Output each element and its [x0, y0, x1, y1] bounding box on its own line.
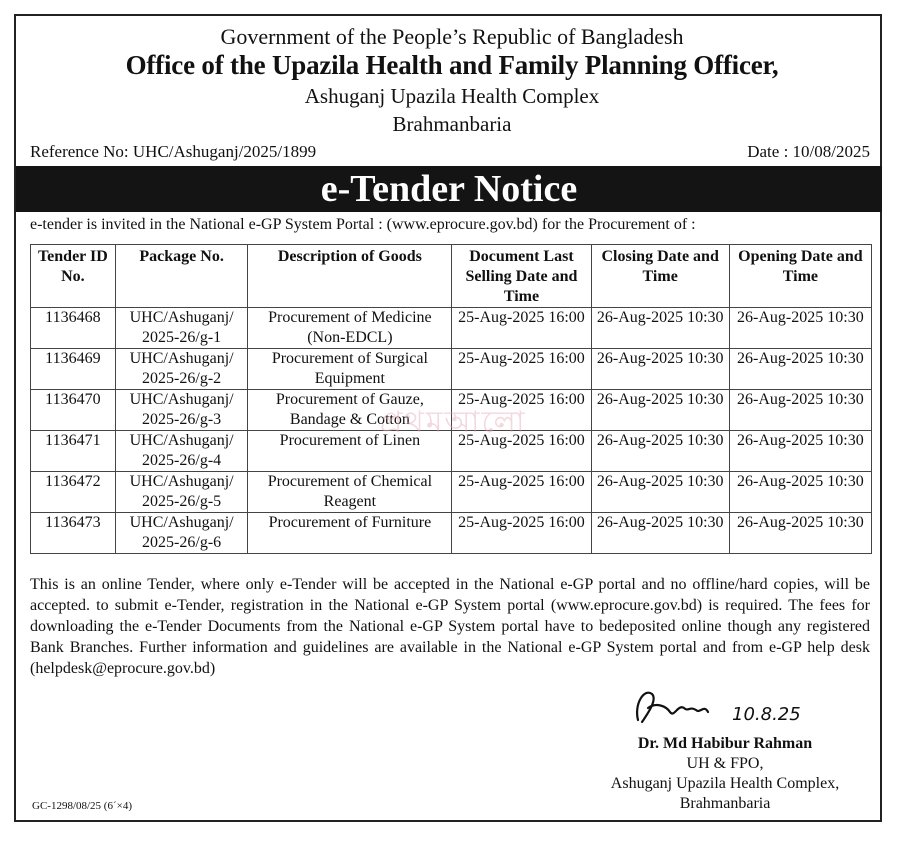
notice-date: Date : 10/08/2025 — [747, 142, 870, 161]
cell-package: UHC/Ashuganj/ 2025-26/g-5 — [115, 472, 248, 513]
notice-title-banner: e-Tender Notice — [16, 166, 882, 212]
newspaper-watermark: প্রথমআলো — [380, 405, 527, 440]
cell-selling: 25-Aug-2025 16:00 — [452, 431, 591, 472]
header-district: Brahmanbaria — [392, 112, 512, 136]
cell-description: Procurement of Surgical Equipment — [248, 349, 452, 390]
cell-selling: 25-Aug-2025 16:00 — [452, 390, 591, 431]
cell-description: Procurement of Furniture — [248, 513, 452, 554]
cell-opening: 26-Aug-2025 10:30 — [729, 308, 871, 349]
cell-description: Procurement of Linen — [248, 431, 452, 472]
intro-text: e-tender is invited in the National e-GP System Portal : (www.eprocure.gov.bd) for the Procurement of : — [30, 216, 696, 233]
col-selling-date: Document Last Selling Date and Time — [452, 245, 591, 308]
cell-closing: 26-Aug-2025 10:30 — [591, 472, 729, 513]
cell-tender-id: 1136470 — [31, 390, 116, 431]
cell-package: UHC/Ashuganj/ 2025-26/g-1 — [115, 308, 248, 349]
header-office: Office of the Upazila Health and Family Planning Officer, — [125, 50, 779, 80]
col-description: Description of Goods — [248, 245, 452, 308]
cell-selling: 25-Aug-2025 16:00 — [452, 472, 591, 513]
cell-closing: 26-Aug-2025 10:30 — [591, 431, 729, 472]
cell-selling: 25-Aug-2025 16:00 — [452, 349, 591, 390]
signature-date: 10.8.25 — [732, 704, 801, 725]
cell-opening: 26-Aug-2025 10:30 — [729, 349, 871, 390]
signatory-block — [580, 734, 870, 814]
cell-tender-id: 1136469 — [31, 349, 116, 390]
footer-code: GC-1298/08/25 (6´×4) — [32, 800, 132, 812]
signatory-office: Ashuganj Upazila Health Complex, — [610, 775, 840, 792]
cell-opening: 26-Aug-2025 10:30 — [729, 431, 871, 472]
cell-tender-id: 1136468 — [31, 308, 116, 349]
cell-closing: 26-Aug-2025 10:30 — [591, 308, 729, 349]
cell-opening: 26-Aug-2025 10:30 — [729, 390, 871, 431]
signatory-name: Dr. Md Habibur Rahman — [637, 735, 813, 752]
table-row — [31, 472, 872, 513]
cell-closing: 26-Aug-2025 10:30 — [591, 349, 729, 390]
cell-description: Procurement of Chemical Reagent — [248, 472, 452, 513]
col-tender-id: Tender ID No. — [31, 245, 116, 308]
table-header-row — [31, 245, 872, 308]
cell-selling: 25-Aug-2025 16:00 — [452, 308, 591, 349]
cell-package: UHC/Ashuganj/ 2025-26/g-4 — [115, 431, 248, 472]
cell-package: UHC/Ashuganj/ 2025-26/g-2 — [115, 349, 248, 390]
col-package-no: Package No. — [115, 245, 248, 308]
cell-description: Procurement of Medicine (Non-EDCL) — [248, 308, 452, 349]
header-complex: Ashuganj Upazila Health Complex — [304, 84, 600, 108]
col-closing-date: Closing Date and Time — [591, 245, 729, 308]
cell-package: UHC/Ashuganj/ 2025-26/g-6 — [115, 513, 248, 554]
instructions-paragraph: This is an online Tender, where only e-Tender will be accepted in the National e-GP portal and no offline/hard copies, will be accepted. to submit e-Tender, registration in the National e-GP System portal (www.eprocure.gov.bd) is required. The fees for downloading the e-Tender Documents from the National e-GP System portal have to bedeposited online though any registered Bank Branches. Further information and guidelines are available in the National e-GP System portal and from e-GP help desk (helpdesk@eprocure.gov.bd) — [30, 576, 870, 677]
cell-package: UHC/Ashuganj/ 2025-26/g-3 — [115, 390, 248, 431]
signatory-title: UH & FPO, — [686, 755, 764, 772]
cell-description: Procurement of Gauze, Bandage & Cotton — [248, 390, 452, 431]
cell-closing: 26-Aug-2025 10:30 — [591, 513, 729, 554]
cell-closing: 26-Aug-2025 10:30 — [591, 390, 729, 431]
signatory-place: Brahmanbaria — [679, 795, 771, 812]
table-row — [31, 308, 872, 349]
handwritten-signature — [630, 682, 830, 730]
table-row — [31, 513, 872, 554]
cell-selling: 25-Aug-2025 16:00 — [452, 513, 591, 554]
cell-opening: 26-Aug-2025 10:30 — [729, 513, 871, 554]
cell-tender-id: 1136472 — [31, 472, 116, 513]
header-government: Government of the People’s Republic of Bangladesh — [220, 24, 684, 49]
col-opening-date: Opening Date and Time — [729, 245, 871, 308]
table-row — [31, 349, 872, 390]
cell-tender-id: 1136471 — [31, 431, 116, 472]
cell-opening: 26-Aug-2025 10:30 — [729, 472, 871, 513]
cell-tender-id: 1136473 — [31, 513, 116, 554]
reference-number: Reference No: UHC/Ashuganj/2025/1899 — [30, 142, 317, 161]
